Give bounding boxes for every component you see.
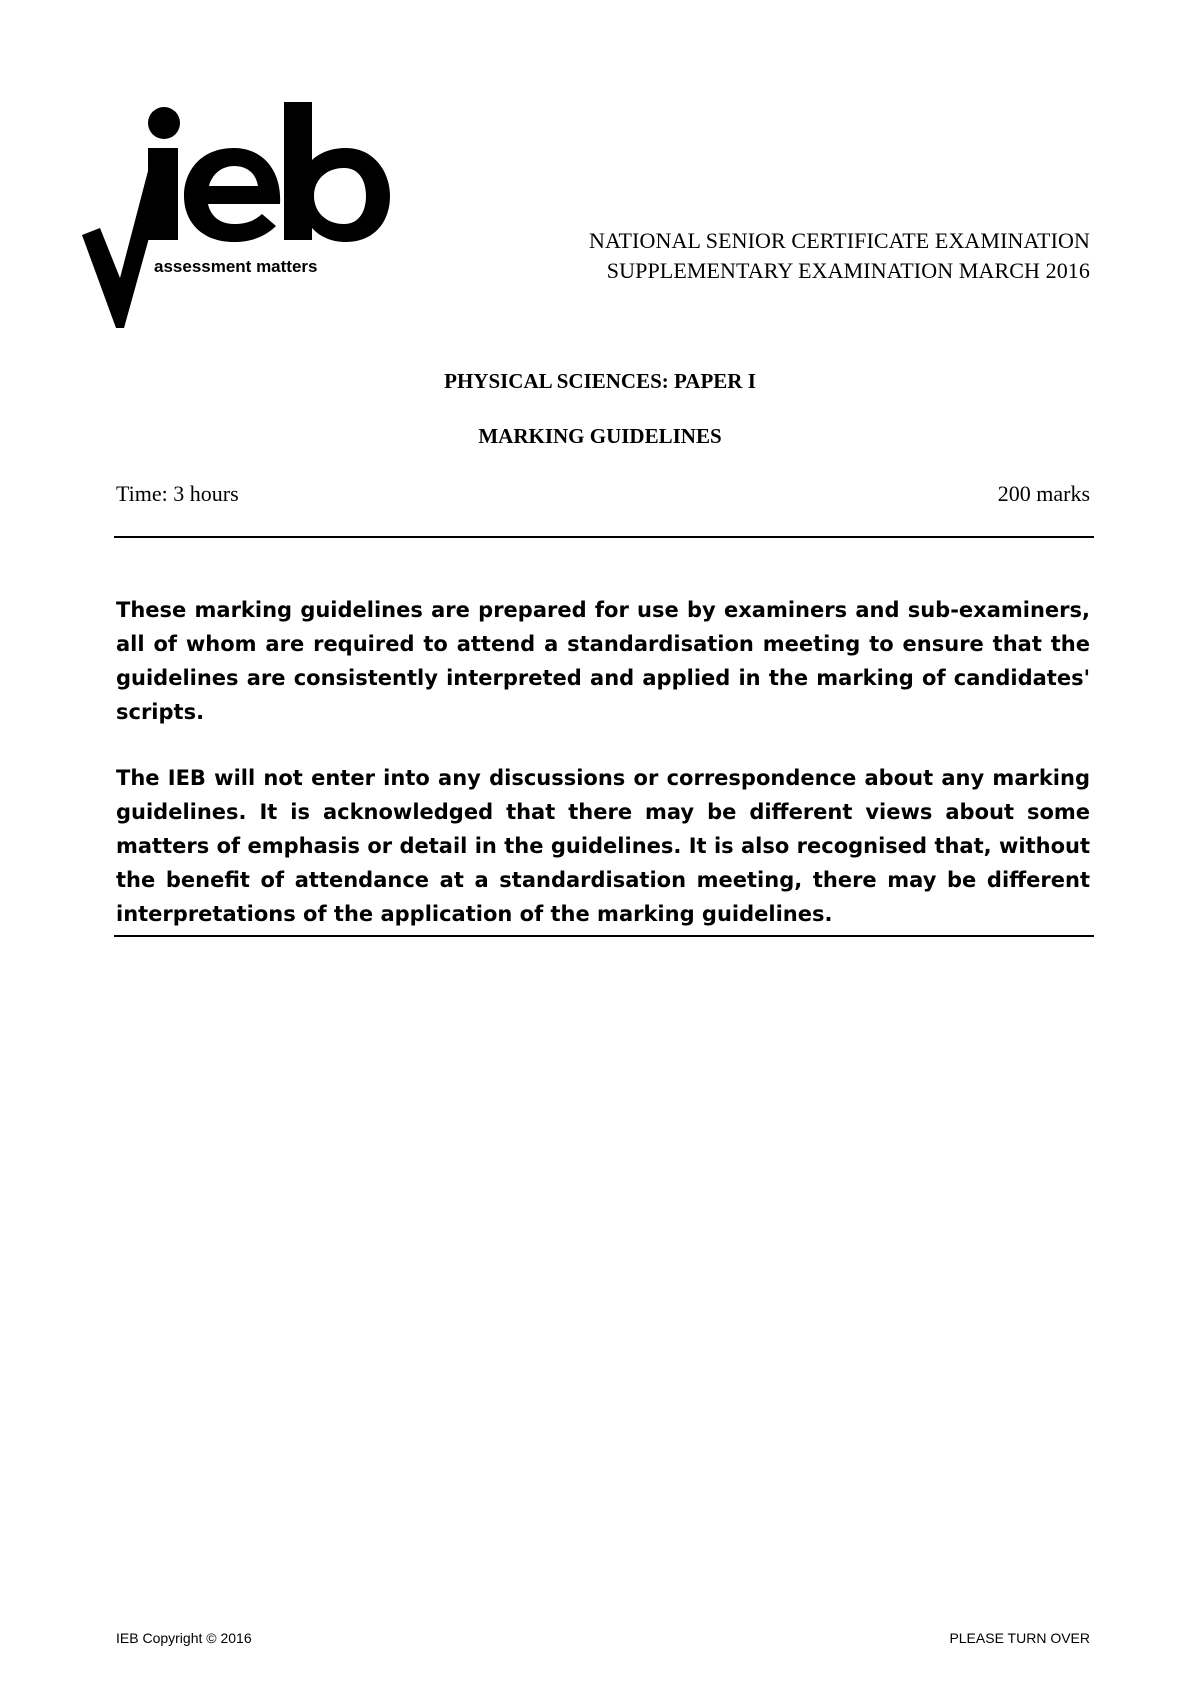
- top-divider: [114, 536, 1094, 538]
- header-line-1: NATIONAL SENIOR CERTIFICATE EXAMINATION: [588, 228, 1090, 253]
- header-line-2: SUPPLEMENTARY EXAMINATION MARCH 2016: [606, 258, 1090, 283]
- exam-meta-row: [116, 481, 1090, 507]
- notice-paragraph-1: These marking guidelines are prepared for use by examiners and sub-examiners, all of whom are required to attend a standardisation meeting to ensure that the guidelines are consistently interpreted and applied in the marking of candidates' scripts.: [116, 598, 1090, 724]
- copyright-notice: IEB Copyright © 2016: [116, 1630, 252, 1646]
- document-subtitle: MARKING GUIDELINES: [478, 424, 722, 448]
- exam-header: [589, 226, 1090, 286]
- notice-paragraph-2: The IEB will not enter into any discussions or correspondence about any marking guidelines. It is acknowledged that there may be different views about some matters of emphasis or detail in the guidelines. It is also recognised that, without the benefit of attendance at a standardisation meeting, there may be different interpretations of the application of the marking guidelines.: [116, 766, 1090, 926]
- bottom-divider: [114, 935, 1094, 937]
- time-allowed: Time: 3 hours: [116, 481, 239, 506]
- total-marks: 200 marks: [997, 481, 1090, 506]
- logo-tagline: assessment matters: [154, 257, 318, 276]
- turn-over-note: PLEASE TURN OVER: [949, 1630, 1090, 1646]
- paper-title: PHYSICAL SCIENCES: PAPER I: [444, 369, 756, 393]
- ieb-logo: [82, 100, 412, 330]
- page-footer: [116, 1630, 1090, 1646]
